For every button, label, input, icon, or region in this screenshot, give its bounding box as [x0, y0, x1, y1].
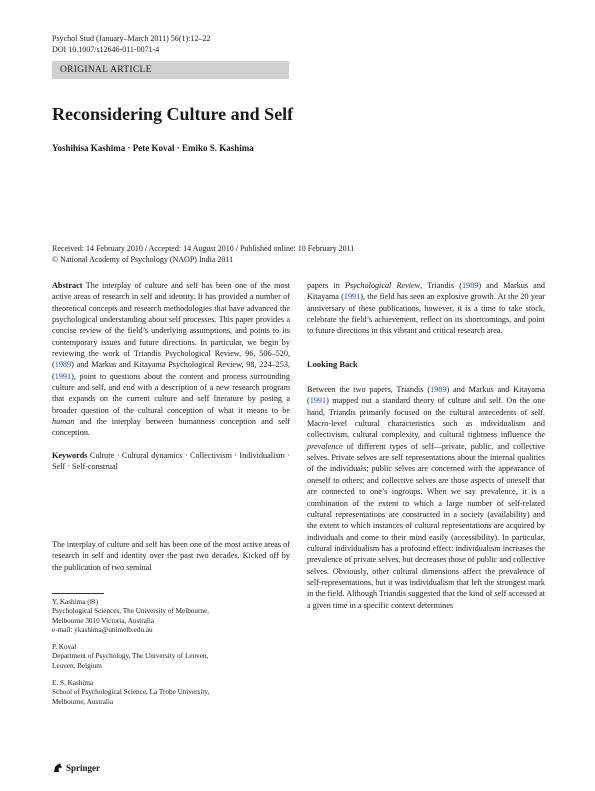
body-text: ), the field has seen an explosive growth. At the 20 year anniversary of these publications, however, it is a time to take stock, celebrate the field’s achievement, reflect on its shortcomings, and point to future directions in this vibrant and critical research area.: [307, 292, 545, 336]
introduction-paragraph: The interplay of culture and self has been one of the most active areas of research in self and identity over the past two decades. Kicked off by the publication of two seminal: [52, 540, 290, 572]
journal-name-italic: Psychological Review: [344, 281, 421, 290]
citation-link[interactable]: 1989: [54, 360, 72, 370]
intro-continued: [307, 280, 545, 337]
abstract-text: The interplay of culture and self has been one of the most active areas of research in self and identity. It has provided a number of theoretical concepts and research methodologies that have advanced the psychological understanding about self processes. This paper provides a concise review of the field’s underlying assumptions, and points to its contemporary issues and future directions. In particular, we begin by reviewing the work of Triandis Psychological Review, 96, 506–520, (: [52, 281, 290, 370]
publication-dates: Received: 14 February 2010 / Accepted: 14 August 2010 / Published online: 10 February 2011: [52, 244, 355, 253]
body-text: ) and Markus and Kitayama (: [307, 385, 545, 406]
body-text: of different types of self—private, public, and collective selves. Private selves are self representations about the internal qualities of the individuals; public selves are concerned with the appearance of oneself to others; and collective selves are those aspects of oneself that are connected to one’s ingroups. When we say prevalence, it is a combination of the extent to which a large number of self-related cultural representations are constructed in a society (availability) and the extent to which instances of cultural representations are acquired by individuals and come to their mind easily (accessibility). In particular, cultural individualism has a profound effect: individualism increases the prevalence of private selves, but decreases those of public and collective selves. Obviously, other cultural dimensions affect the prevalence of self-representations, but it was individualism that left the strongest mark in the field. Although Triandis suggested that the kind of self accessed at a given time in a specific context determines: [307, 441, 545, 610]
keywords: [52, 450, 290, 473]
publisher-logo: [52, 762, 100, 774]
abstract-text: ), point to questions about the content and process surrounding culture and self, and end with a description of a new research program that expands on the current culture and self literature by posing a broader question of the cultural conception of what it means to be: [52, 371, 290, 415]
affiliation-line: Leuven, Belgium: [52, 661, 102, 670]
abstract-emphasis: human: [52, 417, 75, 427]
citation-link[interactable]: 1991: [54, 371, 72, 381]
citation-link[interactable]: 1989: [461, 281, 479, 290]
author-list: Yoshihisa Kashima · Pete Koval · Emiko S. Kashima: [52, 143, 254, 153]
author-affiliation-1: [52, 598, 209, 636]
affiliation-line: Department of Psychology, The University of Leuven,: [52, 652, 209, 661]
affiliation-line: School of Psychological Science, La Trobe University,: [52, 688, 210, 697]
abstract-text: ) and Markus and Kitayama Psychological Review, 98, 224–253, (: [52, 360, 290, 381]
citation-link[interactable]: 1991: [343, 292, 361, 302]
affiliation-name: P. Koval: [52, 643, 77, 651]
copyright-notice: © National Academy of Psychology (NAOP) India 2011: [52, 255, 234, 264]
section-heading: Looking Back: [307, 358, 358, 369]
article-type-banner: ORIGINAL ARTICLE: [52, 61, 289, 79]
looking-back-paragraph: [307, 384, 545, 611]
journal-citation: Psychol Stud (January–March 2011) 56(1):12–22: [52, 34, 211, 43]
keywords-list: Culture · Cultural dynamics · Collectivism · Individualism · Self · Self-construal: [52, 450, 290, 472]
citation-link[interactable]: 1991: [309, 396, 327, 406]
abstract-label: Abstract: [52, 281, 83, 290]
citation-link[interactable]: 1989: [430, 385, 447, 395]
abstract-text: and the interplay between humanness conception and self conception.: [52, 417, 290, 438]
keywords-label: Keywords: [52, 450, 88, 460]
emphasis: prevalence: [307, 441, 343, 451]
article-title: Reconsidering Culture and Self: [52, 104, 294, 124]
affiliation-email[interactable]: e-mail: ykashima@unimelb.edu.au: [52, 626, 153, 635]
affiliation-line: Melbourne, Australia: [52, 697, 114, 706]
footnote-divider: [52, 593, 104, 594]
body-text: papers in: [307, 281, 345, 290]
doi: DOI 10.1007/s12646-011-0071-4: [52, 45, 160, 54]
springer-horse-icon: [52, 762, 64, 774]
body-text: Between the two papers, Triandis (: [307, 385, 431, 395]
abstract: [52, 280, 290, 439]
affiliation-name: Y. Kashima (✉): [52, 598, 99, 606]
body-text: ) and Markus and Kitayama (: [307, 281, 546, 302]
left-column: [52, 280, 290, 473]
right-column: [307, 280, 545, 611]
affiliation-name: E. S. Kashima: [52, 679, 94, 687]
body-text: , Triandis (: [420, 281, 462, 290]
author-affiliation-2: [52, 643, 208, 671]
publisher-name: Springer: [66, 763, 101, 773]
affiliation-line: Melbourne 3010 Victoria, Australia: [52, 616, 155, 625]
body-text: ) mapped out a standard theory of culture and self. On the one hand, Triandis primarily focused on the cultural antecedents of self. Macro-level cultural characteristics such as individualism and collectivism, cultural complexity, and cultural tightness influence the: [307, 396, 545, 440]
author-affiliation-3: [52, 679, 209, 707]
affiliation-line: Psychological Sciences, The University of Melbourne,: [52, 607, 209, 616]
